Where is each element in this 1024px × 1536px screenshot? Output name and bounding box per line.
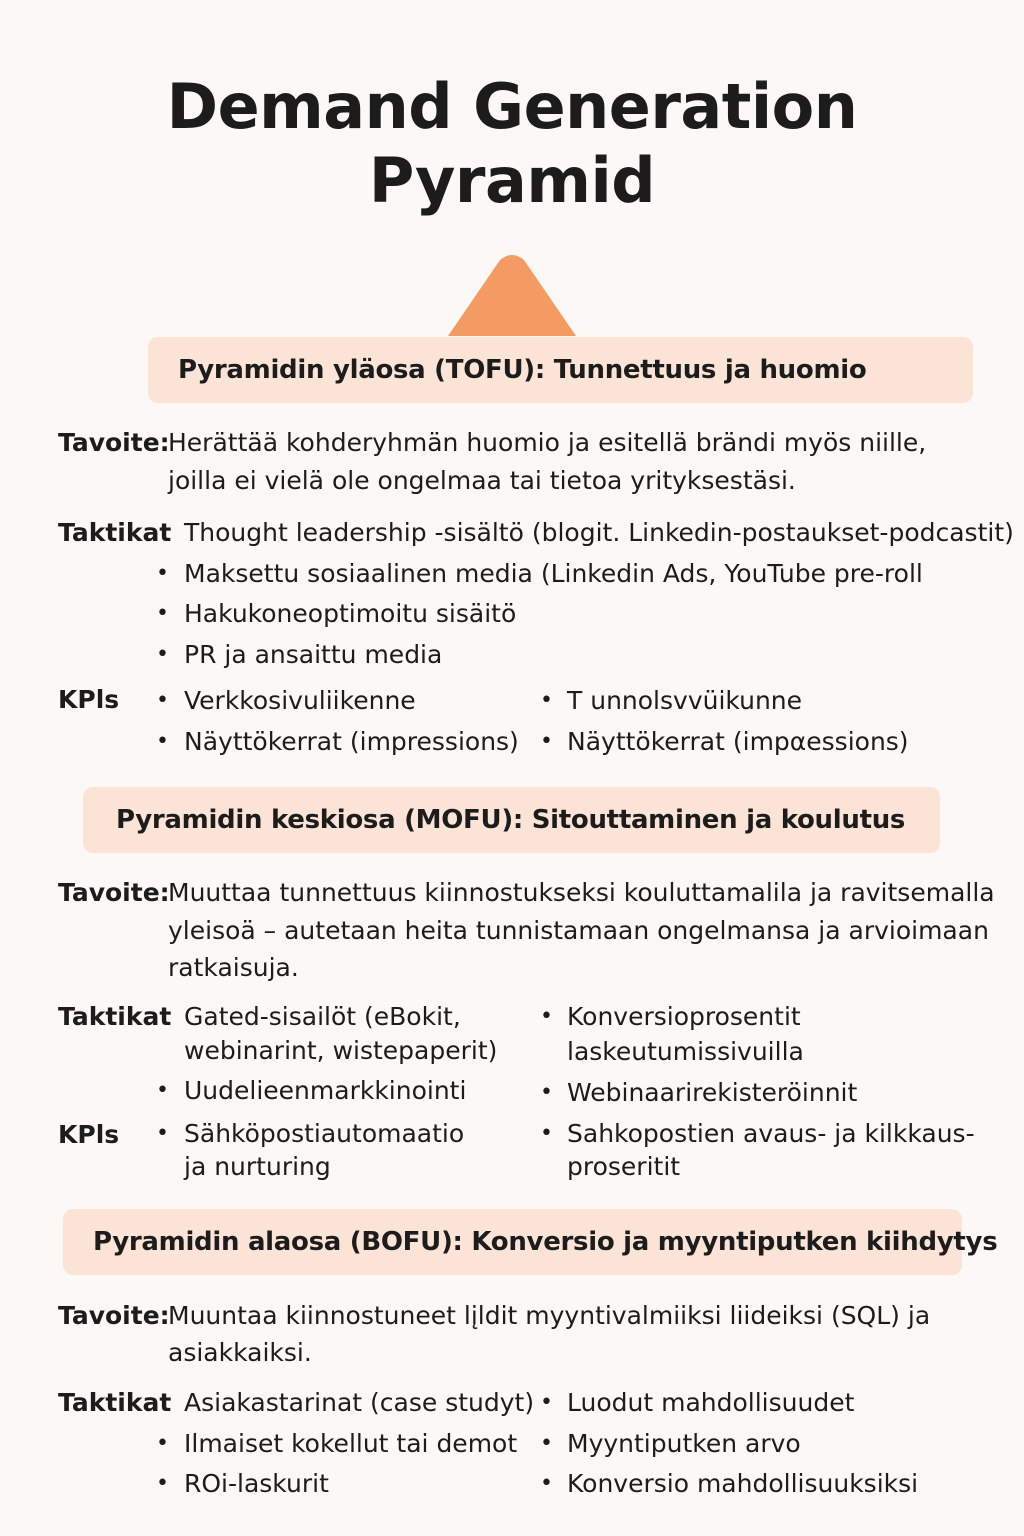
- tofu-tactic-1: Thought leadership -sisältö (blogit. Linkedin-postaukset-podcastit): [184, 518, 1014, 547]
- mofu-left-item-1-line-1: Gated-sisailöt (eBokit,: [184, 1002, 461, 1031]
- bofu-right-item-2: Myyntiputken arvo: [567, 1429, 801, 1458]
- bullet-icon: •: [156, 1471, 169, 1496]
- mofu-right-item-3-line-2: proseritit: [567, 1152, 681, 1181]
- bullet-icon: •: [540, 1471, 553, 1496]
- bofu-left-item-1: Asiakastarinat (case studyt): [184, 1388, 535, 1417]
- mofu-kpi-label: KPls: [58, 1120, 120, 1149]
- bofu-left-item-2: Ilmaiset kokellut tai demot: [184, 1429, 518, 1458]
- bullet-icon: •: [540, 1121, 553, 1146]
- bullet-icon: •: [156, 1078, 169, 1103]
- mofu-right-item-2: Webinaarirekisteröinnit: [567, 1078, 858, 1107]
- bullet-icon: •: [540, 729, 553, 754]
- bofu-right-item-1: Luodut mahdollisuudet: [567, 1388, 855, 1417]
- tofu-tactic-3: Hakukoneoptimoitu sisäitö: [184, 599, 517, 628]
- tofu-heading-band: [148, 337, 973, 403]
- bofu-tactics-label: Taktikat: [58, 1388, 172, 1417]
- mofu-goal-label: Tavoite:: [58, 878, 170, 907]
- bofu-heading-band: [63, 1209, 998, 1275]
- mofu-left-item-2: Uudelieenmarkkinointi: [184, 1076, 467, 1105]
- bofu-goal-line-1: Muuntaa kiinnostuneet lįldit myyntivalmiiksi liideiksi (SQL) ja: [168, 1301, 931, 1330]
- tofu-kpi-right-1: T unnolsvvüikunne: [567, 686, 803, 715]
- bullet-icon: •: [156, 1431, 169, 1456]
- mofu-right-item-1-line-2: laskeutumissivuilla: [567, 1037, 804, 1066]
- tofu-goal-line-2: joilla ei vielä ole ongelmaa tai tietoa yrityksestäsi.: [168, 466, 796, 495]
- mofu-heading-band: [83, 787, 940, 853]
- title-line-2: Pyramid: [368, 144, 656, 217]
- bullet-icon: •: [156, 561, 169, 586]
- mofu-right-item-1-line-1: Konversioprosentit: [567, 1002, 801, 1031]
- bullet-icon: •: [540, 1431, 553, 1456]
- mofu-right-item-3-line-1: Sahkopostien avaus- ja kilkkaus-: [567, 1119, 975, 1148]
- tofu-kpi-right-2: Näyttökerrat (impαessions): [567, 727, 909, 756]
- tofu-kpi-left-2: Näyttökerrat (impressions): [184, 727, 519, 756]
- bofu-right-item-3: Konversio mahdollisuuksiksi: [567, 1469, 919, 1498]
- bullet-icon: •: [156, 601, 169, 626]
- bullet-icon: •: [540, 1004, 553, 1029]
- bullet-icon: •: [540, 1080, 553, 1105]
- tofu-tactic-2: Maksettu sosiaalinen media (Linkedin Ads, YouTube pre-roll: [184, 559, 923, 588]
- tofu-kpi-left-1: Verkkosivuliikenne: [184, 686, 416, 715]
- bofu-left-item-3: ROi-laskurit: [184, 1469, 329, 1498]
- mofu-goal-line-2: yleisoä – autetaan heita tunnistamaan ongelmansa ja arvioimaan: [168, 916, 989, 945]
- bullet-icon: •: [540, 688, 553, 713]
- bullet-icon: •: [156, 1121, 169, 1146]
- bullet-icon: •: [156, 729, 169, 754]
- tofu-tactic-4: PR ja ansaittu media: [184, 640, 443, 669]
- mofu-left-item-3-line-1: Sähköpostiautomaatio: [184, 1119, 465, 1148]
- title-line-1: Demand Generation: [166, 70, 858, 143]
- mofu-goal-line-3: ratkaisuja.: [168, 953, 299, 982]
- mofu-left-item-1-line-2: webinarint, wistepaperit): [184, 1036, 498, 1065]
- bullet-icon: •: [156, 688, 169, 713]
- mofu-goal-line-1: Muuttaa tunnettuus kiinnostukseksi kouluttamalila ja ravitsemalla: [168, 878, 995, 907]
- bofu-heading: Pyramidin alaosa (BOFU): Konversio ja myyntiputken kiihdytys: [93, 1227, 998, 1257]
- bullet-icon: •: [156, 642, 169, 667]
- page-title: [0, 70, 1024, 218]
- bofu-goal-line-2: asiakkaiksi.: [168, 1338, 312, 1367]
- tofu-goal-line-1: Herättää kohderyhmän huomio ja esitellä brändi myös niille,: [168, 428, 927, 457]
- pyramid-triangle-icon: [448, 254, 576, 336]
- tofu-tactics-label: Taktikat: [58, 518, 172, 547]
- mofu-heading: Pyramidin keskiosa (MOFU): Sitouttaminen ja koulutus: [116, 805, 906, 835]
- bofu-goal-label: Tavoite:: [58, 1301, 170, 1330]
- mofu-tactics-label: Taktikat: [58, 1002, 172, 1031]
- tofu-kpi-label: KPls: [58, 685, 120, 714]
- tofu-goal-label: Tavoite:: [58, 428, 170, 457]
- bullet-icon: •: [540, 1390, 553, 1415]
- mofu-left-item-3-line-2: ja nurturing: [184, 1152, 331, 1181]
- tofu-heading: Pyramidin yläosa (TOFU): Tunnettuus ja huomio: [178, 355, 867, 385]
